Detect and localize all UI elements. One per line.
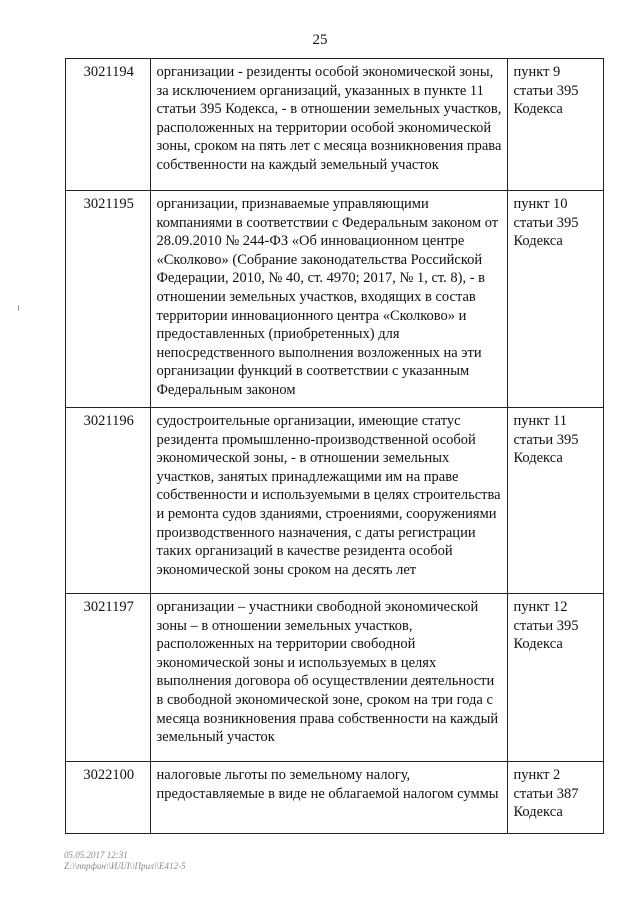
table-row	[66, 191, 604, 408]
legal-reference-cell: пункт 10 статьи 395 Кодекса	[508, 191, 604, 408]
benefit-description-cell: организации, признаваемые управляющими компаниями в соответствии с Федеральным законом от 28.09.2010 № 244-ФЗ «Об инновационном центре «Сколково» (Собрание законодательства Российской Федерации, 2010, № 40, ст. 4970; 2017, № 1, ст. 8), - в отношении земельных участков, входящих в состав территории инновационного центра «Сколково» и предоставленных (приобретенных) для непосредственного выполнения возложенных на эти организации функций в соответствии с указанным Федеральным законом	[151, 191, 508, 408]
legal-reference-cell: пункт 12 статьи 395 Кодекса	[508, 594, 604, 762]
document-footer	[64, 850, 185, 872]
benefit-code-cell: 3022100	[66, 762, 151, 834]
table-row	[66, 59, 604, 191]
tax-benefit-codes-table	[65, 58, 604, 834]
legal-reference-cell: пункт 9 статьи 395 Кодекса	[508, 59, 604, 191]
page-number: 25	[312, 32, 328, 48]
table-row	[66, 762, 604, 834]
benefit-code-cell: 3021197	[66, 594, 151, 762]
scan-mark	[18, 305, 19, 311]
benefit-description-cell: организации – участники свободной экономической зоны – в отношении земельных участков, расположенных на территории свободной экономической зоны и используемых в целях выполнения договора об осуществлении деятельности в свободной экономической зоне, сроком на три года с месяца возникновения права собственности на каждый земельный участок	[151, 594, 508, 762]
table-row	[66, 408, 604, 594]
benefit-code-cell: 3021194	[66, 59, 151, 191]
benefit-description-cell: организации - резиденты особой экономической зоны, за исключением организаций, указанных в пункте 11 статьи 395 Кодекса, - в отношении земельных участков, расположенных на территории особой экономической зоны, сроком на пять лет с месяца возникновения права собственности на каждый земельный участок	[151, 59, 508, 191]
benefit-description-cell: судостроительные организации, имеющие статус резидента промышленно-производственной особой экономической зоны, - в отношении земельных участков, занятых принадлежащими им на праве собственности и используемыми в целях строительства и ремонта судов зданиями, строениями, сооружениями производственного назначения, с даты регистрации таких организаций в качестве резидента особой экономической зоны сроком на десять лет	[151, 408, 508, 594]
benefit-code-cell: 3021195	[66, 191, 151, 408]
benefit-code-cell: 3021196	[66, 408, 151, 594]
legal-reference-cell: пункт 2 статьи 387 Кодекса	[508, 762, 604, 834]
legal-reference-cell: пункт 11 статьи 395 Кодекса	[508, 408, 604, 594]
benefit-description-cell: налоговые льготы по земельному налогу, предоставляемые в виде не облагаемой налогом суммы	[151, 762, 508, 834]
table-row	[66, 594, 604, 762]
footer-file-path: Z:\\ппрфин\\ИЛЛ\\Прил\\E412-5	[64, 861, 186, 871]
footer-timestamp: 05.05.2017 12:31	[64, 850, 128, 860]
